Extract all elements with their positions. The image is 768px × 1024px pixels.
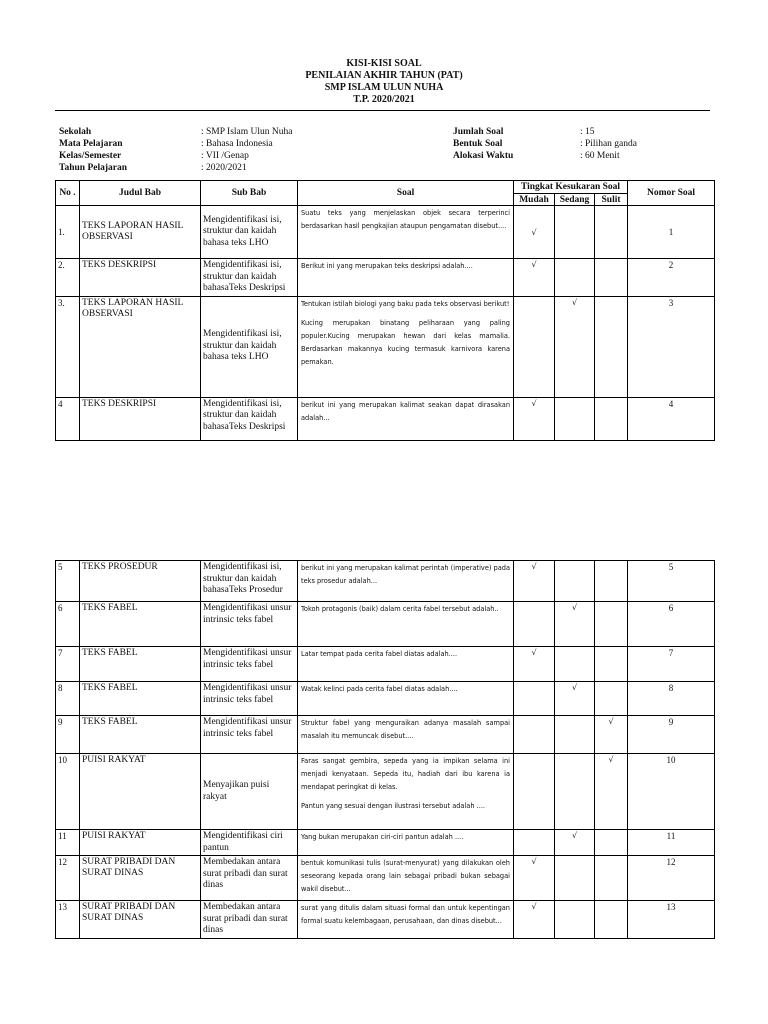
- row-number: 9: [56, 716, 80, 754]
- check-sedang: [555, 901, 595, 939]
- soal-text: [298, 206, 514, 259]
- check-sulit: [595, 397, 628, 440]
- table-row: [56, 647, 715, 682]
- check-sedang: [555, 754, 595, 830]
- soal-paragraph: Struktur fabel yang menguraikan adanya masalah sampai masalah itu memuncak disebut....: [301, 719, 510, 740]
- row-number: 10: [56, 754, 80, 830]
- row-number: 1.: [56, 206, 80, 259]
- sub-bab: Membedakan antara surat pribadi dan surat dinas: [201, 856, 298, 901]
- nomor-soal: 13: [628, 901, 715, 939]
- check-sulit: [595, 647, 628, 682]
- soal-paragraph: Faras sangat gembira, sepeda yang ia impikan selama ini menjadi kenyataan. Sepeda itu, hadiah dari ibu karena ia mendapat peringkat di kelas.: [301, 757, 510, 791]
- check-mudah: [514, 830, 555, 856]
- soal-text: [298, 296, 514, 397]
- judul-bab: TEKS FABEL: [80, 682, 201, 716]
- row-number: 3.: [56, 296, 80, 397]
- check-sedang: [555, 296, 595, 397]
- sub-bab: Mengidentifikasi isi, struktur dan kaidah bahasaTeks Deskripsi: [201, 397, 298, 440]
- judul-bab: TEKS LAPORAN HASIL OBSERVASI: [80, 206, 201, 259]
- check-sulit: [595, 561, 628, 602]
- check-mudah: [514, 561, 555, 602]
- check-sedang: [555, 206, 595, 259]
- nomor-soal: 9: [628, 716, 715, 754]
- row-number: 2.: [56, 259, 80, 297]
- judul-bab: TEKS PROSEDUR: [80, 561, 201, 602]
- sub-bab: Membedakan antara surat pribadi dan surat dinas: [201, 901, 298, 939]
- row-number: 13: [56, 901, 80, 939]
- table-row: [56, 856, 715, 901]
- check-sulit: [595, 716, 628, 754]
- table-row: [56, 682, 715, 716]
- check-sedang: [555, 647, 595, 682]
- sub-bab: Mengidentifikasi unsur intrinsic teks fabel: [201, 682, 298, 716]
- check-mark-icon: √: [531, 902, 537, 911]
- row-number: 8: [56, 682, 80, 716]
- soal-paragraph: berikut ini yang merupakan kalimat perintah (imperative) pada teks prosedur adalah...: [301, 564, 510, 585]
- info-value: : SMP Islam Ulun Nuha: [201, 127, 293, 137]
- table-body-page1: [56, 206, 715, 441]
- table-row: [56, 259, 715, 297]
- judul-bab: SURAT PRIBADI DAN SURAT DINAS: [80, 856, 201, 901]
- check-mark-icon: √: [531, 648, 537, 657]
- judul-bab: TEKS FABEL: [80, 647, 201, 682]
- soal-paragraph: Berikut ini yang merupakan teks deskripsi adalah....: [301, 262, 473, 270]
- soal-text: [298, 682, 514, 716]
- judul-bab: TEKS FABEL: [80, 602, 201, 647]
- sub-bab: Menyajikan puisi rakyat: [201, 754, 298, 830]
- school-year: T.P. 2020/2021: [353, 94, 415, 105]
- nomor-soal: 12: [628, 856, 715, 901]
- check-mudah: [514, 397, 555, 440]
- table-row: [56, 754, 715, 830]
- nomor-soal: 8: [628, 682, 715, 716]
- table-row: [56, 397, 715, 440]
- soal-text: [298, 901, 514, 939]
- check-mark-icon: √: [571, 297, 578, 307]
- table-body-page2: [56, 561, 715, 939]
- check-sulit: [595, 206, 628, 259]
- sub-bab: Mengidentifikasi unsur intrinsic teks fabel: [201, 716, 298, 754]
- header-sub-bab: Sub Bab: [201, 181, 298, 206]
- info-row: [59, 162, 292, 174]
- table-row: [56, 830, 715, 856]
- info-value: : 2020/2021: [201, 163, 247, 173]
- info-row: [453, 150, 637, 162]
- info-label: Tahun Pelajaran: [59, 163, 128, 173]
- table-row: [56, 561, 715, 602]
- header-divider: [55, 110, 710, 111]
- check-sedang: [555, 259, 595, 297]
- check-sulit: [595, 901, 628, 939]
- check-mudah: [514, 206, 555, 259]
- check-mark-icon: √: [531, 857, 537, 866]
- check-mudah: [514, 856, 555, 901]
- check-mark-icon: √: [608, 717, 614, 726]
- soal-paragraph: berikut ini yang merupakan kalimat seakan dapat dirasakan adalah...: [301, 400, 510, 422]
- judul-bab: TEKS DESKRIPSI: [80, 259, 201, 297]
- info-value: : 15: [580, 127, 595, 137]
- check-mudah: [514, 754, 555, 830]
- info-label: Sekolah: [59, 127, 92, 137]
- check-mark-icon: √: [571, 603, 578, 612]
- info-right: [453, 126, 637, 162]
- nomor-soal: 4: [628, 397, 715, 440]
- check-mark-icon: √: [531, 227, 537, 237]
- table-row: [56, 716, 715, 754]
- soal-text: [298, 754, 514, 830]
- soal-paragraph: Pantun yang sesuai dengan ilustrasi tersebut adalah ....: [301, 802, 486, 810]
- check-mudah: [514, 259, 555, 297]
- check-sulit: [595, 296, 628, 397]
- judul-bab: PUISI RAKYAT: [80, 830, 201, 856]
- soal-paragraph: Yang bukan merupakan ciri-ciri pantun adalah ....: [301, 833, 464, 841]
- check-mark-icon: √: [608, 755, 614, 764]
- info-label: Bentuk Soal: [453, 139, 503, 149]
- check-mudah: [514, 296, 555, 397]
- soal-text: [298, 647, 514, 682]
- nomor-soal: 3: [628, 296, 715, 397]
- row-number: 5: [56, 561, 80, 602]
- info-value: : Pilihan ganda: [580, 139, 637, 149]
- judul-bab: TEKS DESKRIPSI: [80, 397, 201, 440]
- sub-bab: Mengidentifikasi ciri pantun: [201, 830, 298, 856]
- table-row: [56, 206, 715, 259]
- check-sedang: [555, 856, 595, 901]
- check-mark-icon: √: [531, 398, 537, 408]
- check-mark-icon: √: [531, 260, 537, 269]
- sub-bab: Mengidentifikasi isi, struktur dan kaidah bahasa teks LHO: [201, 206, 298, 259]
- soal-text: [298, 716, 514, 754]
- judul-bab: TEKS FABEL: [80, 716, 201, 754]
- soal-paragraph: Latar tempat pada cerita fabel diatas adalah....: [301, 650, 458, 658]
- check-sulit: [595, 259, 628, 297]
- info-row: [453, 138, 637, 150]
- soal-text: [298, 259, 514, 297]
- header-no: No .: [56, 181, 80, 206]
- header-judul-bab: Judul Bab: [80, 181, 201, 206]
- check-sedang: [555, 682, 595, 716]
- check-mudah: [514, 682, 555, 716]
- header-nomor-soal: Nomor Soal: [628, 181, 715, 206]
- check-mudah: [514, 602, 555, 647]
- soal-text: [298, 856, 514, 901]
- nomor-soal: 11: [628, 830, 715, 856]
- info-value: : 60 Menit: [580, 151, 620, 161]
- check-sulit: [595, 602, 628, 647]
- kisi-kisi-table-page2: [55, 560, 715, 939]
- info-label: Mata Pelajaran: [59, 139, 123, 149]
- sub-bab: Mengidentifikasi unsur intrinsic teks fabel: [201, 602, 298, 647]
- nomor-soal: 6: [628, 602, 715, 647]
- check-sulit: [595, 830, 628, 856]
- nomor-soal: 1: [628, 206, 715, 259]
- kisi-kisi-table-page1: [55, 180, 715, 441]
- info-row: [59, 126, 292, 138]
- info-row: [453, 126, 637, 138]
- check-mudah: [514, 647, 555, 682]
- nomor-soal: 5: [628, 561, 715, 602]
- info-left: [59, 126, 292, 174]
- sub-bab: Mengidentifikasi isi, struktur dan kaidah bahasa teks LHO: [201, 296, 298, 397]
- row-number: 6: [56, 602, 80, 647]
- row-number: 4: [56, 397, 80, 440]
- check-sulit: [595, 754, 628, 830]
- check-mark-icon: √: [571, 831, 578, 840]
- table-row: [56, 901, 715, 939]
- check-sedang: [555, 830, 595, 856]
- info-label: Alokasi Waktu: [453, 151, 514, 161]
- soal-text: [298, 561, 514, 602]
- check-sedang: [555, 602, 595, 647]
- sub-bab: Mengidentifikasi unsur intrinsic teks fabel: [201, 647, 298, 682]
- soal-paragraph: Suatu teks yang menjelaskan objek secara terperinci berdasarkan hasil pengkajian ataupun pengamatan disebut....: [301, 209, 510, 230]
- soal-paragraph: bentuk komunikasi tulis (surat-menyurat) yang dilakukan oleh seseorang kepada orang lain sebagai pribadi bukan sebagai wakil disebut...: [301, 859, 510, 893]
- info-row: [59, 150, 292, 162]
- header-mudah: Mudah: [514, 194, 555, 206]
- row-number: 12: [56, 856, 80, 901]
- soal-text: [298, 602, 514, 647]
- check-mudah: [514, 901, 555, 939]
- soal-text: [298, 830, 514, 856]
- nomor-soal: 10: [628, 754, 715, 830]
- header-sedang: Sedang: [555, 194, 595, 206]
- check-sedang: [555, 561, 595, 602]
- check-mark-icon: √: [571, 683, 578, 692]
- info-value: : Bahasa Indonesia: [201, 139, 273, 149]
- doc-title: KISI-KISI SOAL: [346, 58, 422, 69]
- document-header: [0, 58, 768, 106]
- row-number: 11: [56, 830, 80, 856]
- info-label: Kelas/Semester: [59, 151, 122, 161]
- info-label: Jumlah Soal: [453, 127, 504, 137]
- info-row: [59, 138, 292, 150]
- judul-bab: SURAT PRIBADI DAN SURAT DINAS: [80, 901, 201, 939]
- check-mudah: [514, 716, 555, 754]
- sub-bab: Mengidentifikasi isi, struktur dan kaidah bahasaTeks Prosedur: [201, 561, 298, 602]
- soal-text: [298, 397, 514, 440]
- soal-paragraph: Kucing merupakan binatang peliharaan yang paling populer.Kucing merupakan hewan dari kelas mamalia. Berdasarkan makannya kucing termasuk karnivora karena pemakan.: [301, 318, 510, 366]
- sub-bab: Mengidentifikasi isi, struktur dan kaidah bahasaTeks Deskripsi: [201, 259, 298, 297]
- check-sedang: [555, 397, 595, 440]
- nomor-soal: 2: [628, 259, 715, 297]
- row-number: 7: [56, 647, 80, 682]
- soal-paragraph: surat yang ditulis dalam situasi formal dan untuk kepentingan formal suatu kelembagaan, perusahaan, dan dinas disebut...: [301, 904, 510, 925]
- soal-paragraph: Tokoh protagonis (baik) dalam cerita fabel tersebut adalah..: [301, 605, 499, 613]
- header-soal: Soal: [298, 181, 514, 206]
- judul-bab: PUISI RAKYAT: [80, 754, 201, 830]
- doc-subtitle: PENILAIAN AKHIR TAHUN (PAT): [305, 70, 463, 81]
- nomor-soal: 7: [628, 647, 715, 682]
- check-sulit: [595, 682, 628, 716]
- header-tingkat-kesukaran: Tingkat Kesukaran Soal: [514, 181, 628, 194]
- check-sulit: [595, 856, 628, 901]
- header-sulit: Sulit: [595, 194, 628, 206]
- check-mark-icon: √: [531, 562, 537, 571]
- soal-paragraph: Watak kelinci pada cerita fabel diatas adalah....: [301, 685, 458, 693]
- table-row: [56, 602, 715, 647]
- info-value: : VII /Genap: [201, 151, 249, 161]
- soal-paragraph: Tentukan istilah biologi yang baku pada teks observasi berikut!: [301, 299, 510, 308]
- table-row: [56, 296, 715, 397]
- check-sedang: [555, 716, 595, 754]
- school-name: SMP ISLAM ULUN NUHA: [324, 82, 444, 93]
- judul-bab: TEKS LAPORAN HASIL OBSERVASI: [80, 296, 201, 397]
